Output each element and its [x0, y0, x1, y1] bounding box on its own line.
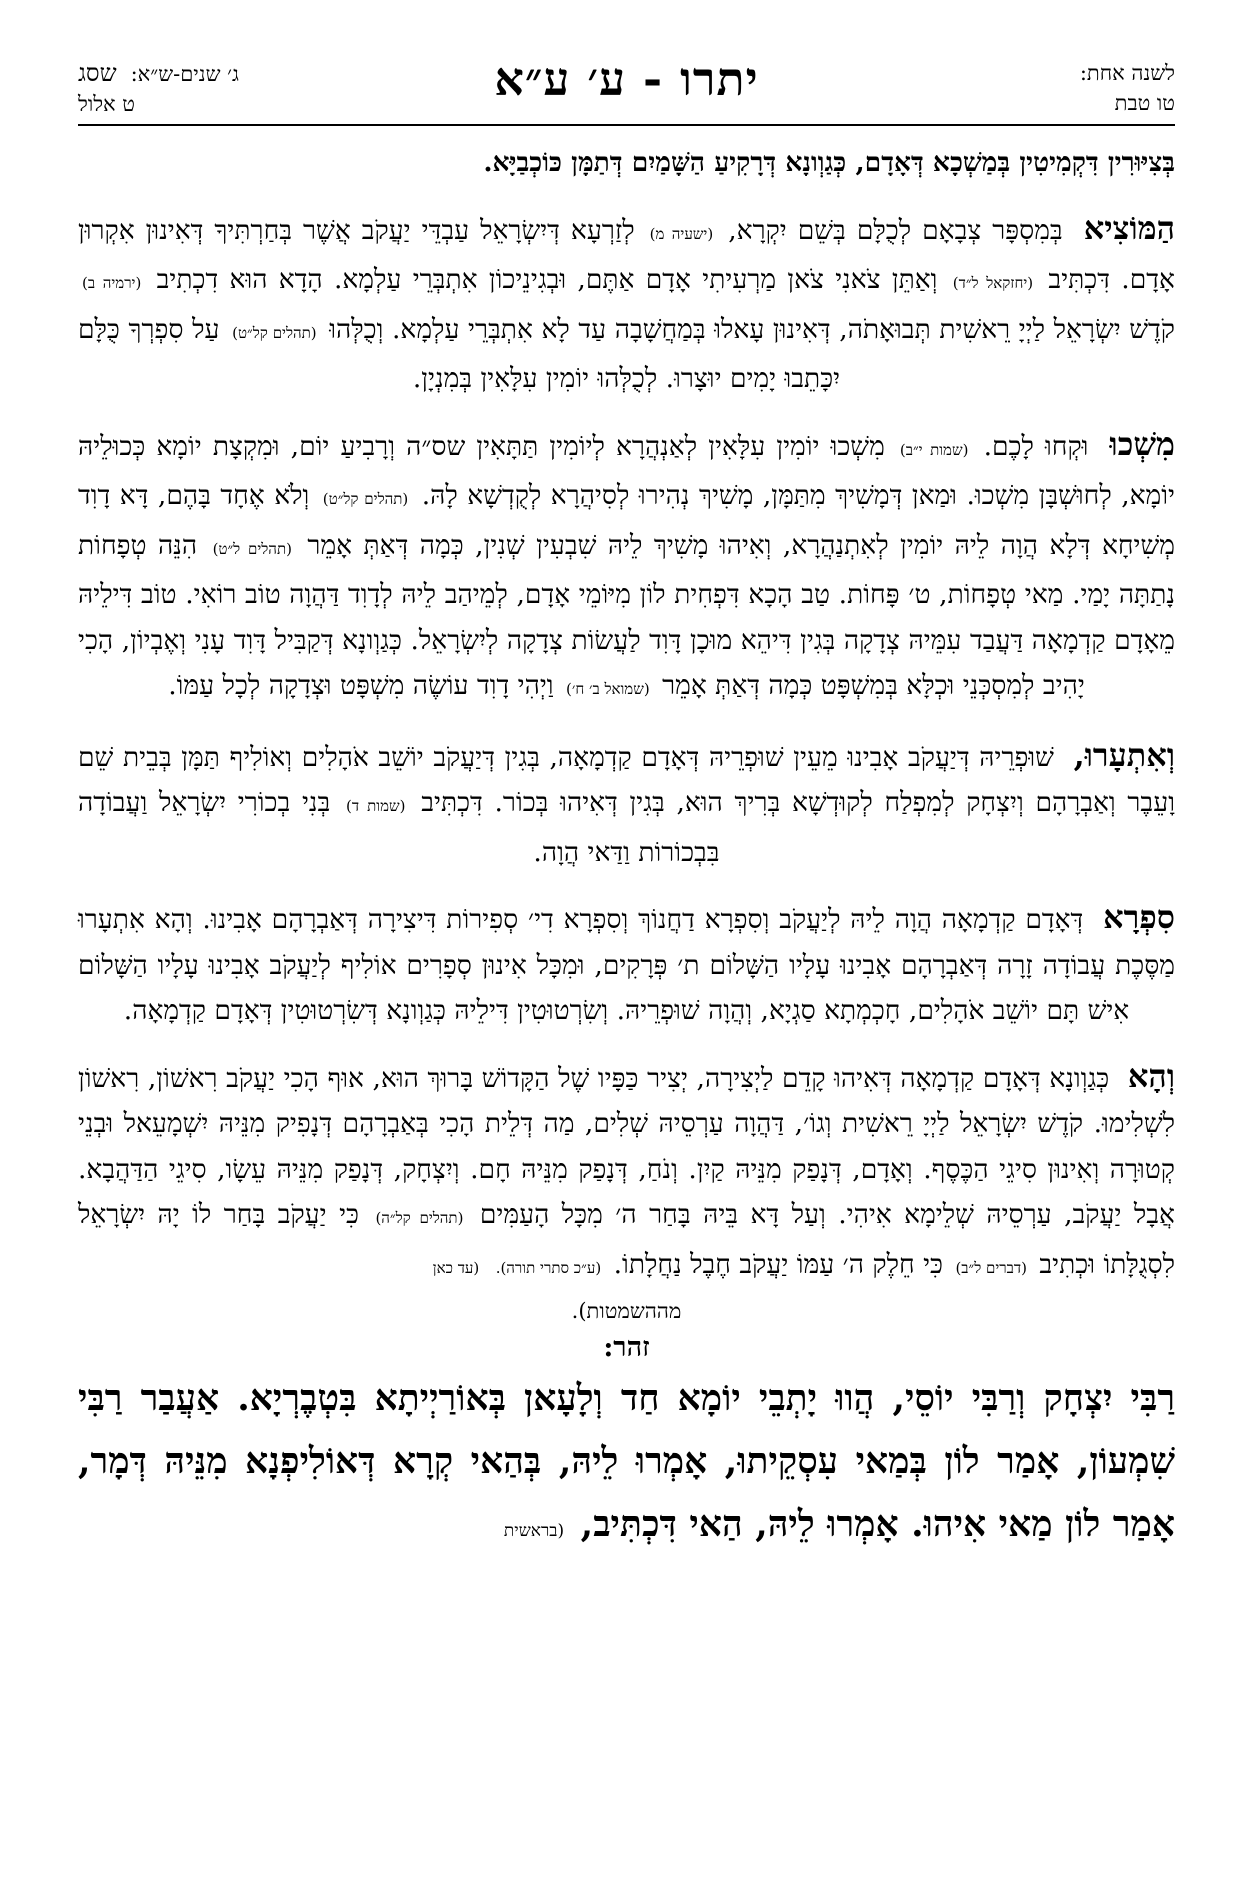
text-segment: וַיְהִי דָוִד עוֹשֶׂה מִשְׁפָּט וּצְדָקָה לְכָל עַמּוֹ.	[168, 670, 554, 701]
text-segment: רַבִּי יִצְחָק וְרַבִּי יוֹסֵי, הֲווּ יָתְבֵי יוֹמָא חַד וְלָעָאן בְּאוֹרַיְיתָא בִּטְבֶרְיָא. אַעֲבַר רַבִּי שִׁמְעוֹן, אָמַר לוֹן בְּמַאי עִסְקֵיתוּ, אָמְרוּ לֵיהּ, בְּהַאי קְרָא דְּאוֹלִיפְנָא מִנֵּיהּ דְּמָר, אָמַר לוֹן מַאי אִיהוּ. אָמְרוּ לֵיהּ, הַאי דִּכְתִּיב,	[78, 1377, 1175, 1545]
text-segment: לְזַרְעָא דְּיִשְׂרָאֵל עַבְדֵּי יַעֲקֹב אֲשֶׁר בְּחַרְתִּיךָ דְּאִינוּן אִקְרוּן אָדָם. דִּכְתִּיב	[78, 214, 1175, 295]
text-segment: בְּנִי בְכוֹרִי יִשְׂרָאֵל וַעֲבוֹדָה בִּבְכוֹרוֹת וַדַּאי הֲוָה.	[78, 787, 720, 868]
paragraph-lead-word: הַמּוֹצִיא	[1083, 208, 1175, 247]
schedule-label: לשנה אחת:	[1079, 61, 1175, 85]
text-segment: בְּצִיּוּרִין דִּקְמִיטִין בְּמַשְׁכָא דְּאָדָם, כְּגַוְונָא דְּרָקִיעַ הַשָּׁמַיִם דְּתַמָּן כּוֹכְבַיָּא.	[483, 147, 1175, 178]
paragraph	[78, 422, 1175, 713]
text-segment: שׁוּפְרֵיהּ דְּיַעֲקֹב אָבִינוּ מֵעֵין שׁוּפְרֵיהּ דְּאָדָם קַדְמָאָה, בְּגִין דְּיַעֲקֹב יוֹשֵׁב אֹהָלִים וְאוֹלִיף תַּמָּן בְּבֵית שֵׁם וָעֵבֶר וְאַבְרָהָם וְיִצְחָק לְמִפְלַח לְקוּדְשָׁא בְּרִיךְ הוּא, בְּגִין דְּאִיהוּ בְּכוֹר. דִּכְתִּיב	[78, 741, 1175, 818]
main-text	[78, 140, 1175, 1291]
footnote: מההשמטות).	[571, 1299, 682, 1323]
source-reference: (תהלים ל״ט)	[212, 539, 292, 558]
header-divider	[78, 124, 1175, 126]
source-reference: (יחזקאל ל״ד)	[952, 274, 1034, 292]
paragraph-lead-word: וְהָא	[1127, 1056, 1175, 1095]
text-segment: וּקְחוּ לָכֶם.	[983, 430, 1089, 462]
paragraph	[78, 733, 1175, 876]
source-reference: (תהלים קל״ה)	[375, 1209, 464, 1227]
source-reference: (תהלים קל״ט)	[232, 323, 317, 342]
text-segment: כִּי חֵלֶק ה׳ עַמּוֹ יַעֲקֹב חֶבֶל נַחֲלָתוֹ.	[613, 1248, 943, 1280]
schedule-date: ט אלול	[78, 92, 135, 116]
source-reference: (ירמיה ב)	[82, 274, 142, 292]
source-reference: (תהלים קל״ט)	[322, 490, 409, 508]
paragraph	[78, 140, 1175, 186]
text-segment: קֹדֶשׁ יִשְׂרָאֵל לַיְיָ רֵאשִׁית תְּבוּאָתֹה, דְּאִינוּן עָאלוּ בְּמַחֲשָׁבָה עַד לָא אִתְבְּרֵי עַלְמָא. וְכֻלְּהוּ	[329, 313, 1175, 345]
text-segment: הִנֵּה טְפָחוֹת נָתַתָּה יָמַי. מַאי טְפָחוֹת, ט׳ פָּחוֹת. טַב הָכָא דִּפְחִית לוֹן מִיּוֹמֵי אָדָם, לְמֵיהַב לֵיהּ לְדָוִד דַּהֲוָה טוֹב רוֹאִי. טוֹב דִּילֵיהּ מֵאָדָם קַדְמָאָה דַּעֲבַד עִמֵּיהּ צְדָקָה בְּגִין דִּיהֵא מוּכָן דָּוִד לַעֲשׂוֹת צְדָקָה לְיִשְׂרָאֵל. כְּגַוְונָא דְּקַבִּיל דָּוִד עָנִי וְאֶבְיוֹן, הָכִי יָהִיב לְמִסְכְּנֵי וּכְלָּא בְּמִשְׁפָּט כְּמָה דְּאַתְּ אָמֵר	[78, 529, 1175, 701]
section-title: זהר:	[603, 1332, 650, 1363]
text-segment: עַל סִפְרְךָ כֻּלָּם יִכָּתֵבוּ יָמִים יוּצָרוּ. לְכֻלְּהוּ יוֹמִין עִלָּאִין בְּמִנְיָן.	[78, 313, 841, 394]
source-reference: (דברים ל״ב)	[955, 1258, 1027, 1277]
paragraph-lead-word: וְאִתְעָרוּ,	[1073, 735, 1175, 774]
source-reference: (ישעיה מ)	[649, 224, 714, 243]
text-segment: כִּי יַעֲקֹב בָּחַר לוֹ יָהּ יִשְׂרָאֵל לִסְגֻלָּתוֹ וּכְתִיב	[78, 1199, 1175, 1280]
source-reference: (בראשית	[503, 1521, 565, 1541]
page-title: יתרו - ע׳ ע״א	[494, 52, 759, 106]
source-reference: (שמות ד)	[346, 797, 406, 815]
schedule-label: ג׳ שנים-ש״א:	[130, 62, 239, 86]
text-segment: כְּגַוְונָא דְּאָדָם קַדְמָאָה דְּאִיהוּ קָדֵם לַיְצִירָה, יְצִיר כַּפָּיו שֶׁל הַקָּדוֹשׁ בָּרוּךְ הוּא, אוּף הָכִי יַעֲקֹב רִאשׁוֹן, רִאשׁוֹן לִשְׁלִימוּ. קֹדֶשׁ יִשְׂרָאֵל לַיְיָ רֵאשִׁית וְגוֹ׳, דַּהֲוָה עַרְסֵיהּ שְׁלִים, מַה דְּלֵית הָכִי בְּאַבְרָהָם דְּנָפִיק מִנֵּיהּ יִשְׁמָעֵאל וּבְנֵי קְטוּרָה וְאִינוּן סִיגֵי הַכֶּסֶף. וְאָדָם, דְּנָפַק מִנֵּיהּ קַיִן. וְנֹחַ, דְּנָפַק מִנֵּיהּ חָם. וְיִצְחָק, דְּנָפַק מִנֵּיהּ עֵשָׂו, סִיגֵי הַדַּהֲבָא. אֲבָל יַעֲקֹב, עַרְסֵיהּ שְׁלֵימָא אִיהִי. וְעַל דָּא בֵּיהּ בָּחַר ה׳ מִכָּל הָעַמִּים	[78, 1062, 1175, 1230]
paragraph	[78, 895, 1175, 1034]
paragraph	[78, 1054, 1175, 1292]
text-segment: בְּמִסְפָּר צְבָאָם לְכֻלָּם בְּשֵׁם יִקְרָא,	[728, 214, 1063, 246]
page-header	[78, 50, 1175, 122]
zohar-paragraph	[78, 1367, 1175, 1563]
text-segment: דְּאָדָם קַדְמָאָה הֲוָה לֵיהּ לְיַעֲקֹב וְסִפְרָא דַחֲנוֹךְ וְסִפְרָא דִי׳ סְפִירוֹת דִּיצִירָה דְּאַבְרָהָם אָבִינוּ. וְהָא אִתְעָרוּ מַסֶּכֶת עֲבוֹדָה זָרָה דְּאַבְרָהָם אָבִינוּ עָלָיו הַשָּׁלוֹם ת׳ פְּרָקִים, וּמִכָּל אִינוּן סְפָרִים אוֹלִיף לְיַעֲקֹב אָבִינוּ עָלָיו הַשָּׁלוֹם אִישׁ תָּם יוֹשֵׁב אֹהָלִים, חָכְמְתָא סַגְיָא, וְהֲוָה שׁוּפְרֵיהּ. וְשִׂרְטוּטִין דִּילֵיהּ כְּגַוְונָא דְּשִׂרְטוּטִין דְּאָדָם קַדְמָאָה.	[78, 904, 1175, 1026]
page-number: שסג	[78, 59, 117, 87]
text-segment: וְאַתֵּן צֹאנִי צֹאן מַרְעִיתִי אָדָם אַתֶּם, וּבְגִינֵיכוֹן אִתְבְּרֵי עַלְמָא. הָדָא הוּא דִכְתִיב	[156, 264, 938, 295]
source-reference: (שמואל ב׳ ח׳)	[566, 680, 650, 698]
paragraph	[78, 206, 1175, 402]
source-reference: (שמות י״ב)	[899, 440, 969, 459]
paragraph-lead-word: סִפְרָא	[1103, 898, 1175, 936]
text-segment: מִשְׁכוּ יוֹמִין עִלָּאִין לְאַנְהֲרָא לְיוֹמִין תַּתָּאִין שס״ה וְרָבִיעַ יוֹם, וּמִקְצָת יוֹמָא כְּכוּלֵיהּ יוֹמָא, לְחוּשְׁבָּן מִשְׁכוּ. וּמַאן דְּמָשִׁיךְ מִתַּמָּן, מָשִׁיךְ נְהִירוּ לְסִיהֲרָא לְקֻדְשָׁא לָהּ.	[78, 430, 1175, 511]
source-reference: (ע״כ סתרי תורה).	[495, 1258, 602, 1277]
text-segment: וְלֹא אֶחָד בָּהֶם, דָּא דָוִד מְשִׁיחָא דְּלָא הֲוָה לֵיהּ יוֹמִין לְאִתְנַהֲרָא, וְאִיהוּ מָשִׁיךְ לֵיהּ שִׁבְעִין שְׁנִין, כְּמָה דְּאַתְּ אָמֵר	[78, 480, 1175, 561]
study-schedule-three-years	[78, 58, 239, 119]
schedule-date: טו טבת	[1114, 91, 1175, 115]
source-reference: (עד כאן	[432, 1258, 480, 1277]
paragraph-lead-word: מִשְׁכוּ	[1109, 424, 1175, 463]
